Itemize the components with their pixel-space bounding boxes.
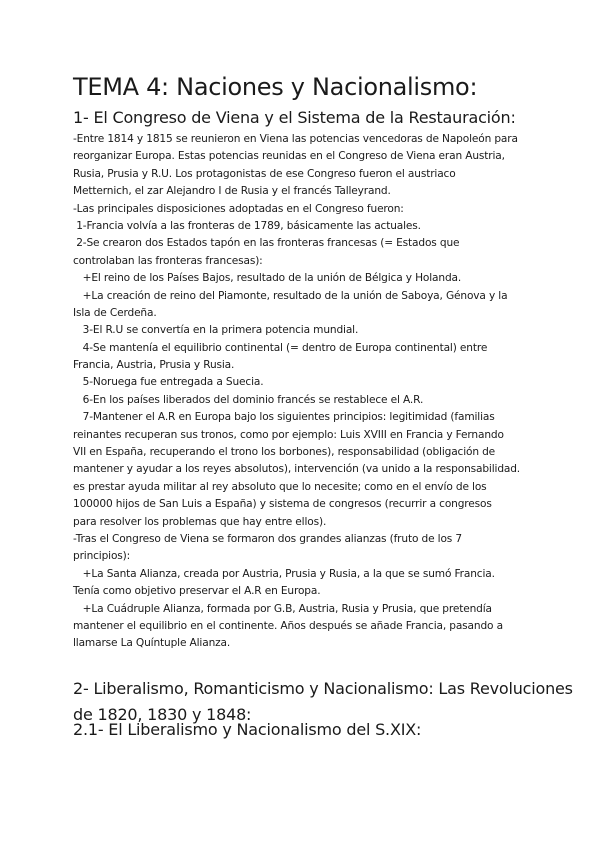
body-line: 3-El R.U se convertía en la primera potencia mundial. (73, 324, 359, 337)
body-line: llamarse La Quíntuple Alianza. (73, 637, 231, 650)
body-line: +La Cuádruple Alianza, formada por G.B, Austria, Rusia y Prusia, que pretendía (73, 602, 492, 615)
body-line: para resolver los problemas que hay entre ellos). (73, 515, 327, 528)
body-line: Rusia, Prusia y R.U. Los protagonistas de ese Congreso fueron el austriaco (73, 167, 456, 180)
body-line: mantener y ayudar a los reyes absolutos), intervención (va unido a la responsabilidad. (73, 463, 521, 476)
body-line: -Entre 1814 y 1815 se reunieron en Viena las potencias vencedoras de Napoleón para (73, 133, 518, 145)
document-title: TEMA 4: Naciones y Nacionalismo: (73, 73, 478, 101)
body-line: 7-Mantener el A.R en Europa bajo los siguientes principios: legitimidad (familias (73, 411, 495, 424)
body-line: +El reino de los Países Bajos, resultado de la unión de Bélgica y Holanda. (73, 272, 462, 285)
body-line: Isla de Cerdeña. (73, 306, 157, 319)
body-line: Tenía como objetivo preservar el A.R en Europa. (73, 585, 321, 598)
body-line: reinantes recuperan sus tronos, como por ejemplo: Luis XVIII en Francia y Fernando (73, 428, 504, 441)
body-line: -Las principales disposiciones adoptadas en el Congreso fueron: (73, 202, 404, 215)
body-line: 1-Francia volvía a las fronteras de 1789, básicamente las actuales. (73, 219, 421, 232)
body-line: 4-Se mantenía el equilibrio continental (= dentro de Europa continental) entre (73, 341, 488, 354)
body-line: Metternich, el zar Alejandro I de Rusia y el francés Talleyrand. (73, 185, 391, 198)
body-line: +La Santa Alianza, creada por Austria, Prusia y Rusia, a la que se sumó Francia. (73, 567, 495, 580)
body-line: 6-En los países liberados del dominio francés se restablece el A.R. (73, 393, 424, 406)
section-2-heading-line: 2- Liberalismo, Romanticismo y Nacionalismo: Las Revoluciones (73, 679, 573, 698)
section-1-heading: 1- El Congreso de Viena y el Sistema de la Restauración: (73, 108, 516, 127)
body-line: +La creación de reino del Piamonte, resultado de la unión de Saboya, Génova y la (73, 289, 508, 302)
section-2-1-heading: 2.1- El Liberalismo y Nacionalismo del S.XIX: (73, 720, 422, 739)
body-line: 2-Se crearon dos Estados tapón en las fronteras francesas (= Estados que (73, 237, 460, 250)
body-line: 100000 hijos de San Luis a España) y sistema de congresos (recurrir a congresos (73, 498, 492, 511)
body-line: mantener el equilibrio en el continente. Años después se añade Francia, pasando a (73, 619, 503, 632)
body-line: principios): (73, 550, 131, 563)
body-line: 5-Noruega fue entregada a Suecia. (73, 376, 264, 389)
body-line: VII en España, recuperando el trono los borbones), responsabilidad (obligación de (73, 446, 496, 459)
body-line: controlaban las fronteras francesas): (73, 254, 263, 267)
body-line: reorganizar Europa. Estas potencias reunidas en el Congreso de Viena eran Austria, (73, 150, 505, 163)
section-2-heading-line: de 1820, 1830 y 1848: (73, 705, 252, 724)
body-line: es prestar ayuda militar al rey absoluto que lo necesite; como en el envío de los (73, 480, 487, 493)
body-line: -Tras el Congreso de Viena se formaron dos grandes alianzas (fruto de los 7 (73, 532, 462, 545)
body-line: Francia, Austria, Prusia y Rusia. (73, 359, 235, 372)
section-1-body (73, 131, 543, 653)
